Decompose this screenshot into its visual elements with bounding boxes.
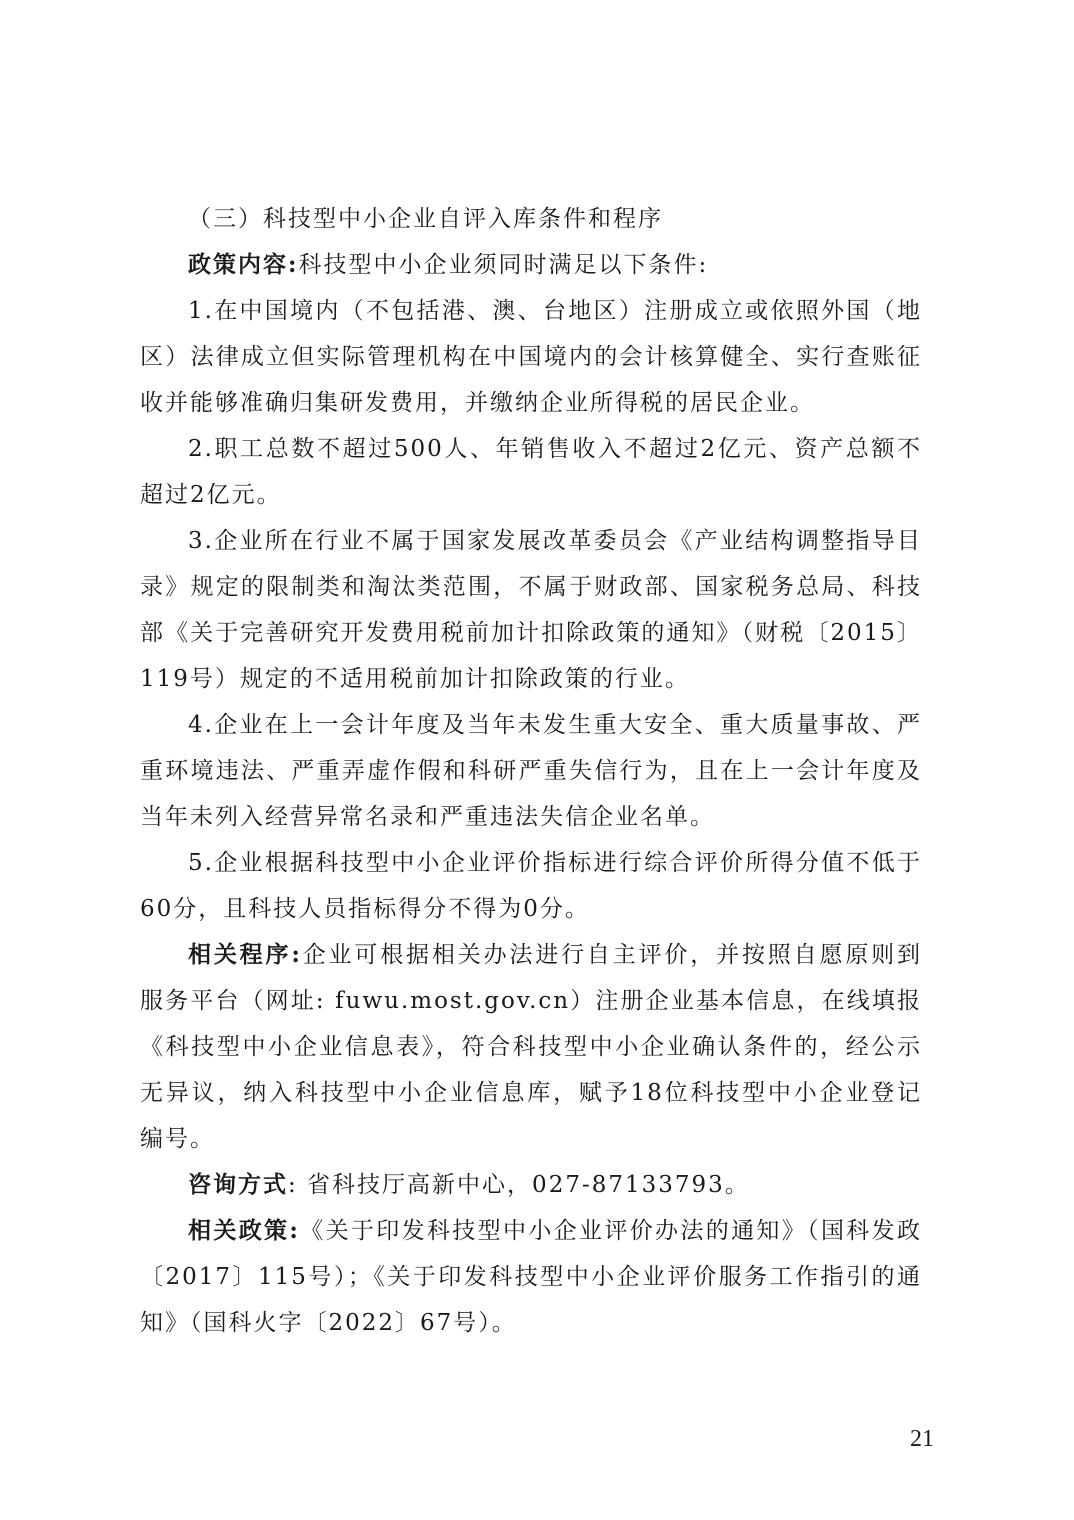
document-body <box>140 196 922 1346</box>
procedure-text: 企业可根据相关办法进行自主评价，并按照自愿原则到服务平台（网址: fuwu.most.gov.cn）注册企业基本信息，在线填报《科技型中小企业信息表》，符合科技型中小企业确认条件的，经公示无异议，纳入科技型中小企业信息库，赋予18位科技型中小企业登记编号。 <box>140 942 923 1152</box>
condition-3: 3.企业所在行业不属于国家发展改革委员会《产业结构调整指导目录》规定的限制类和淘汰类范围，不属于财政部、国家税务总局、科技部《关于完善研究开发费用税前加计扣除政策的通知》（财税〔2015〕119号）规定的不适用税前加计扣除政策的行业。 <box>140 528 922 692</box>
consult-label: 咨询方式 <box>188 1171 288 1198</box>
section-heading: （三）科技型中小企业自评入库条件和程序 <box>188 206 663 232</box>
condition-4: 4.企业在上一会计年度及当年未发生重大安全、重大质量事故、严重环境违法、严重弄虚作假和科研严重失信行为，且在上一会计年度及当年未列入经营异常名录和严重违法失信企业名单。 <box>140 712 922 830</box>
consult-text: : 省科技厅高新中心，027-87133793。 <box>288 1172 750 1198</box>
related-policy-label: 相关政策: <box>188 1217 300 1244</box>
policy-content-label: 政策内容: <box>188 251 299 278</box>
condition-1: 1.在中国境内（不包括港、澳、台地区）注册成立或依照外国（地区）法律成立但实际管理机构在中国境内的会计核算健全、实行查账征收并能够准确归集研发费用，并缴纳企业所得税的居民企业。 <box>140 298 922 416</box>
condition-2: 2.职工总数不超过500人、年销售收入不超过2亿元、资产总额不超过2亿元。 <box>140 436 922 508</box>
policy-content-text: 科技型中小企业须同时满足以下条件: <box>298 252 709 278</box>
condition-5: 5.企业根据科技型中小企业评价指标进行综合评价所得分值不低于60分，且科技人员指标得分不得为0分。 <box>140 850 922 922</box>
consult-paragraph <box>140 1162 922 1208</box>
procedure-paragraph <box>140 932 922 1162</box>
policy-content-paragraph <box>140 242 922 288</box>
related-policy-paragraph <box>140 1208 922 1346</box>
related-policy-text: 《关于印发科技型中小企业评价办法的通知》（国科发政〔2017〕115号）；《关于印发科技型中小企业评价服务工作指引的通知》（国科火字〔2022〕67号）。 <box>140 1218 922 1336</box>
procedure-label: 相关程序: <box>188 941 302 968</box>
page-number: 21 <box>910 1426 934 1452</box>
